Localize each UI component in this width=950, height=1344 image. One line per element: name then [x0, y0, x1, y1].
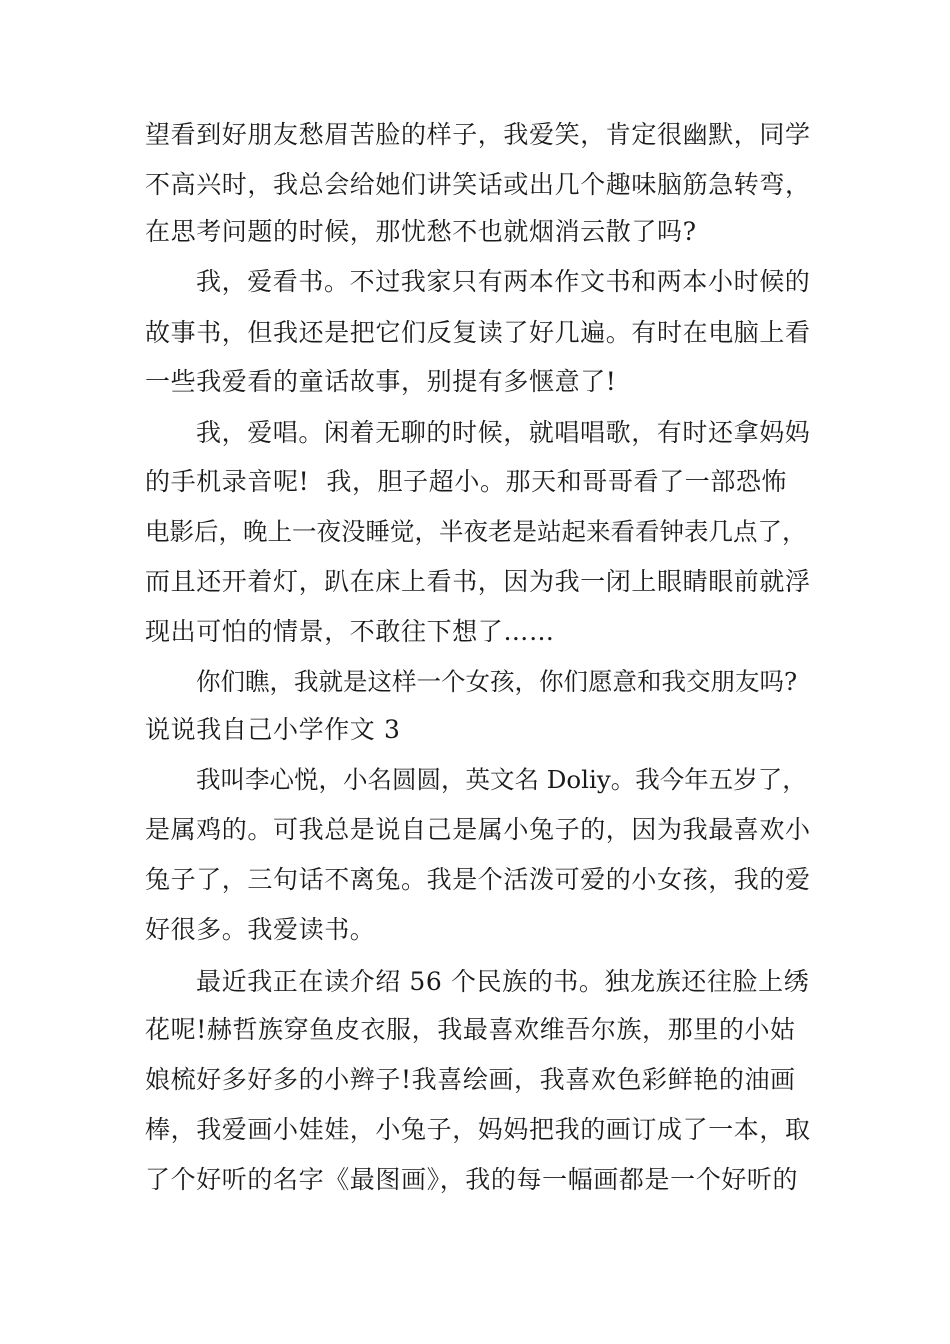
text-line: 我，爱唱。闲着无聊的时候，就唱唱歌，有时还拿妈妈 — [196, 418, 811, 447]
text-line: 我叫李心悦，小名圆圆，英文名 Doliy。我今年五岁了， — [196, 765, 807, 794]
text-line: 你们瞧，我就是这样一个女孩，你们愿意和我交朋友吗? — [196, 667, 798, 696]
text-line: 电影后，晚上一夜没睡觉，半夜老是站起来看看钟表几点了， — [145, 517, 807, 546]
text-line: 现出可怕的情景，不敢往下想了…… — [145, 617, 555, 646]
text-line: 花呢!赫哲族穿鱼皮衣服，我最喜欢维吾尔族，那里的小姑 — [145, 1015, 796, 1044]
text-line: 棒，我爱画小娃娃，小兔子，妈妈把我的画订成了一本，取 — [145, 1115, 811, 1144]
text-line: 最近我正在读介绍 56 个民族的书。独龙族还往脸上绣 — [196, 967, 810, 996]
text-line: 我，爱看书。不过我家只有两本作文书和两本小时候的 — [196, 267, 811, 296]
text-line: 望看到好朋友愁眉苦脸的样子，我爱笑，肯定很幽默，同学 — [145, 120, 811, 149]
text-line: 好很多。我爱读书。 — [145, 915, 376, 944]
text-line: 了个好听的名字《最图画》，我的每一幅画都是一个好听的 — [145, 1165, 799, 1194]
text-line: 在思考问题的时候，那忧愁不也就烟消云散了吗? — [145, 217, 697, 246]
text-line: 是属鸡的。可我总是说自己是属小兔子的，因为我最喜欢小 — [145, 815, 811, 844]
text-line: 一些我爱看的童话故事，别提有多惬意了! — [145, 367, 617, 396]
text-line: 而且还开着灯，趴在床上看书，因为我一闭上眼睛眼前就浮 — [145, 567, 811, 596]
text-line: 不高兴时，我总会给她们讲笑话或出几个趣味脑筋急转弯， — [145, 170, 811, 199]
text-line: 的手机录音呢! 我，胆子超小。那天和哥哥看了一部恐怖 — [145, 467, 788, 496]
text-line: 娘梳好多好多的小辫子!我喜绘画，我喜欢色彩鲜艳的油画 — [145, 1065, 796, 1094]
text-line: 故事书，但我还是把它们反复读了好几遍。有时在电脑上看 — [145, 318, 811, 347]
section-heading: 说说我自己小学作文 3 — [145, 715, 401, 744]
text-line: 兔子了，三句话不离兔。我是个活泼可爱的小女孩，我的爱 — [145, 865, 811, 894]
